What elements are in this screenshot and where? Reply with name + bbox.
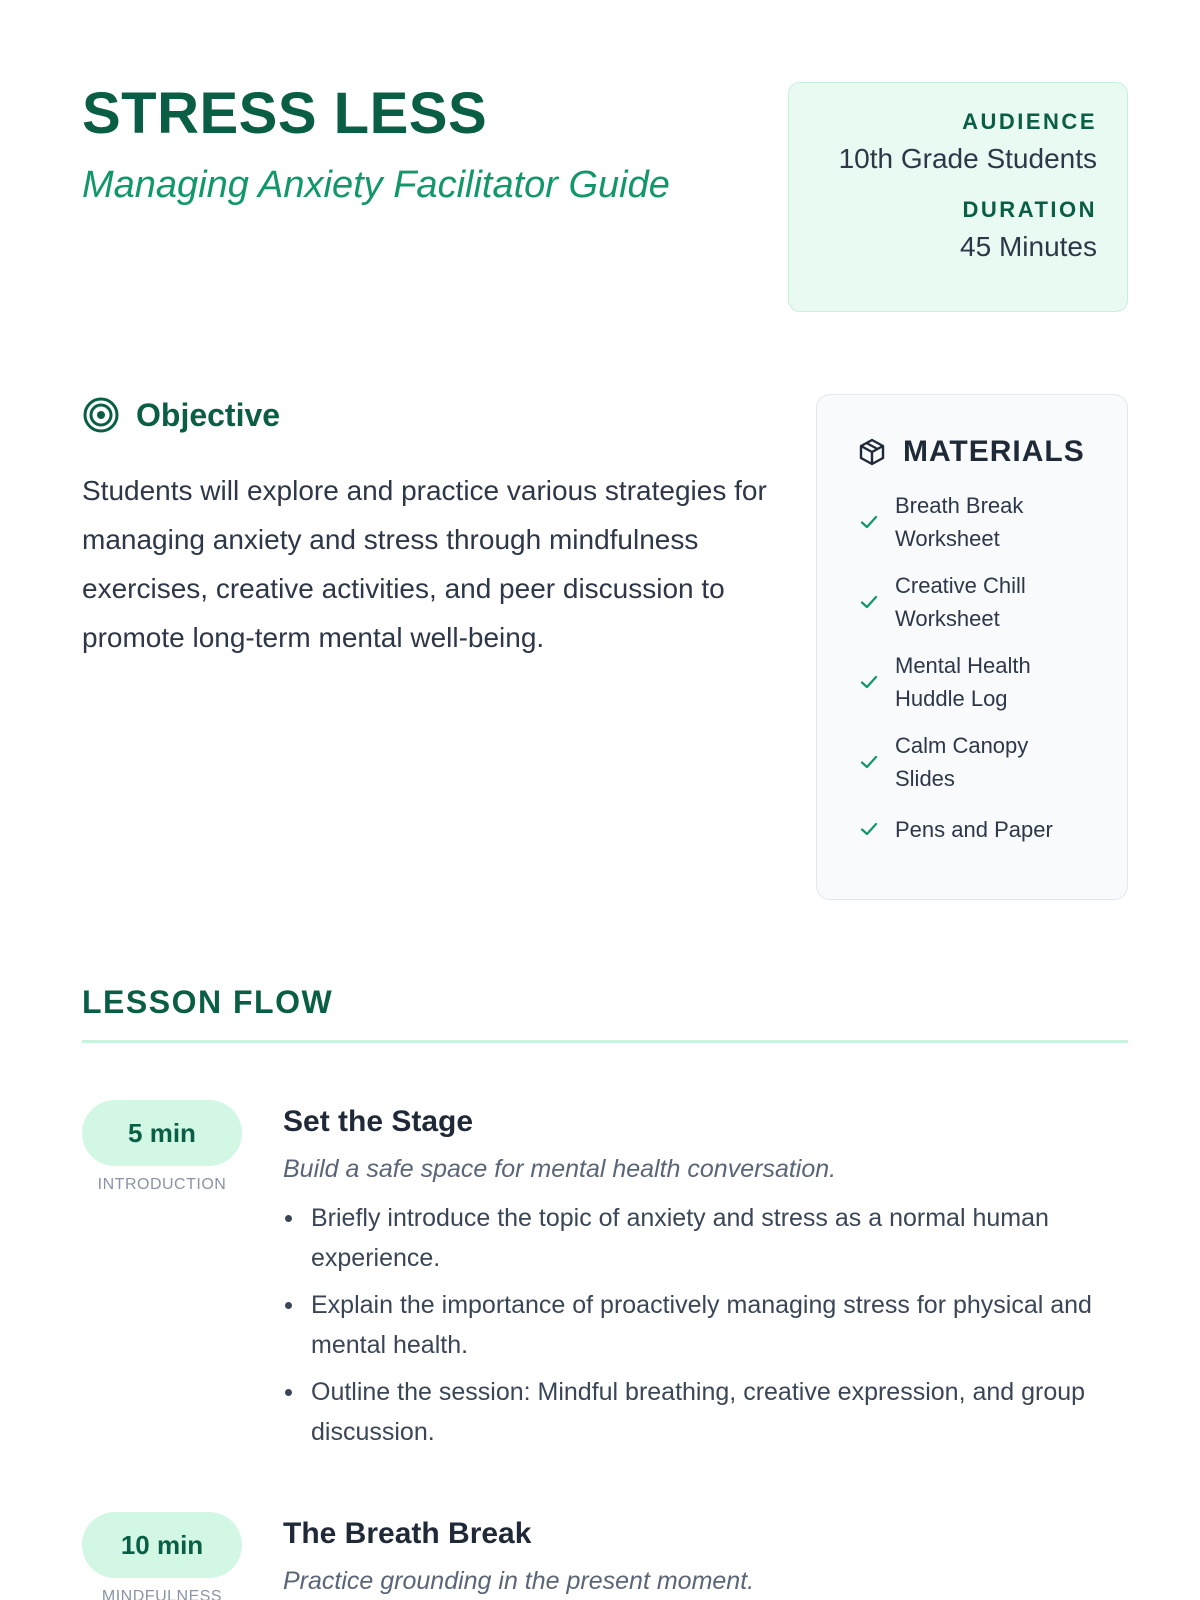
page-title: STRESS LESS	[82, 81, 488, 146]
check-icon	[857, 590, 881, 614]
list-item: Briefly introduce the topic of anxiety and stress as a normal human experience.	[283, 1198, 1128, 1278]
audience-label: AUDIENCE	[962, 109, 1097, 134]
material-label: Calm Canopy Slides	[895, 733, 1029, 791]
material-label: Creative Chill Worksheet	[895, 573, 1026, 631]
list-item: Outline the session: Mindful breathing, creative expression, and group discussion.	[283, 1372, 1128, 1452]
step-bullets	[283, 1198, 1128, 1452]
duration-badge: 10 min	[82, 1512, 242, 1578]
duration-badge: 5 min	[82, 1100, 242, 1166]
page-header	[82, 82, 742, 208]
list-item	[857, 649, 1091, 715]
check-icon	[857, 510, 881, 534]
material-label: Mental Health Huddle Log	[895, 653, 1031, 711]
objective-text: Students will explore and practice various strategies for managing anxiety and stress through mindfulness exercises, creative activities, and peer discussion to promote long-term mental well-being.	[82, 475, 767, 653]
list-item	[857, 809, 1091, 849]
duration-label: DURATION	[962, 197, 1097, 222]
list-item	[857, 569, 1091, 635]
phase-label: INTRODUCTION	[97, 1176, 227, 1193]
check-icon	[857, 670, 881, 694]
lesson-flow-title: LESSON FLOW	[82, 984, 334, 1020]
step-content	[283, 1100, 1128, 1459]
materials-heading	[857, 435, 1091, 469]
step-timing	[82, 1512, 242, 1600]
step-timing	[82, 1100, 242, 1194]
step-description: Practice grounding in the present moment.	[283, 1567, 755, 1595]
step-title: The Breath Break	[283, 1517, 532, 1550]
list-item: Explain the importance of proactively managing stress for physical and mental health.	[283, 1285, 1128, 1365]
objective-heading	[82, 396, 280, 434]
check-icon	[857, 817, 881, 841]
list-item	[857, 489, 1091, 555]
step-content	[283, 1512, 1128, 1598]
step-title: Set the Stage	[283, 1105, 474, 1138]
material-label: Breath Break Worksheet	[895, 493, 1024, 551]
section-divider	[82, 1040, 1128, 1043]
objective-title: Objective	[136, 396, 281, 433]
duration-value: 45 Minutes	[960, 231, 1097, 262]
page-subtitle: Managing Anxiety Facilitator Guide	[82, 164, 670, 206]
step-description: Build a safe space for mental health conversation.	[283, 1155, 837, 1183]
list-item	[857, 729, 1091, 795]
audience-value: 10th Grade Students	[838, 143, 1097, 174]
phase-label: MINDFULNESS	[101, 1588, 223, 1600]
materials-list	[857, 489, 1091, 849]
target-icon	[82, 396, 120, 434]
materials-card	[816, 394, 1128, 900]
box-icon	[857, 437, 887, 467]
info-card	[788, 82, 1128, 312]
check-icon	[857, 750, 881, 774]
material-label: Pens and Paper	[895, 816, 1053, 842]
materials-title: MATERIALS	[903, 435, 1085, 468]
